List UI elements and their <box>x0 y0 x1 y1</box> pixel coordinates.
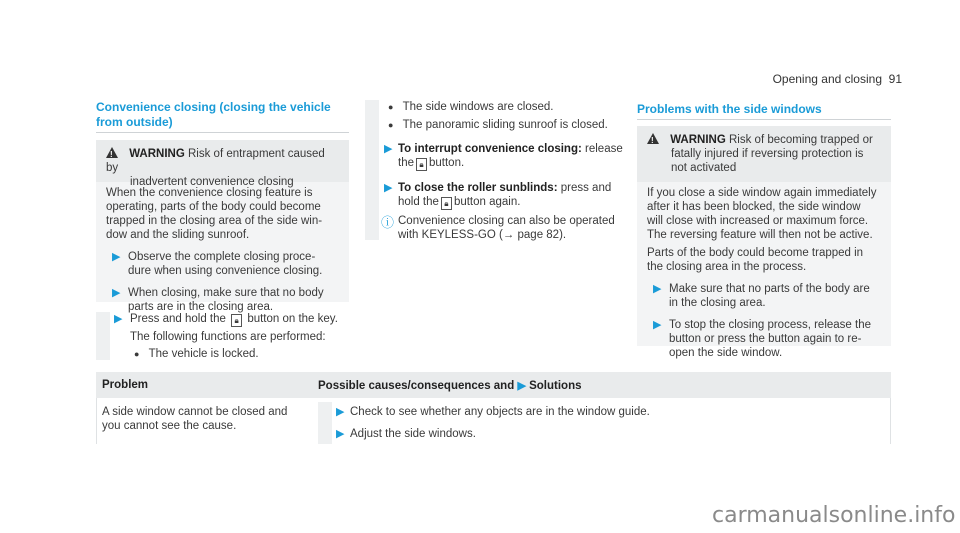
table-border <box>96 398 97 444</box>
body-line: after it has been blocked, the side window <box>647 201 861 213</box>
section-heading-side-windows: Problems with the side windows <box>637 102 822 116</box>
step-text: the <box>398 157 414 169</box>
step-item <box>106 286 339 314</box>
warning-body <box>96 182 349 314</box>
step-bold: To close the roller sunblinds: <box>398 182 558 194</box>
bullet-text: The panoramic sliding sunroof is closed. <box>402 119 608 131</box>
step-arrow-icon: ▶ <box>112 251 121 263</box>
body-line: dow and the sliding sunroof. <box>106 229 250 241</box>
divider <box>637 119 891 120</box>
body-line: When the convenience closing feature is <box>106 187 313 199</box>
step-arrow-icon: ▶ <box>336 406 345 418</box>
page-number: 91 <box>888 72 902 86</box>
step-bold: To interrupt convenience closing: <box>398 143 582 155</box>
step-text: dure when using convenience closing. <box>128 265 323 277</box>
step-text: press and <box>560 182 612 194</box>
step-text: hold the <box>398 196 439 208</box>
info-note <box>381 214 624 242</box>
warning-text: Risk of entrapment caused by <box>106 148 325 174</box>
step-arrow-icon: ▶ <box>384 182 393 194</box>
bullet-text: The vehicle is locked. <box>148 348 259 360</box>
action-text: button on the key. <box>247 313 338 325</box>
running-header-title: Opening and closing <box>772 72 882 86</box>
step-arrow-icon: ▶ <box>336 428 345 440</box>
press-hold-instruction <box>114 312 354 361</box>
body-line: will close with increased or maximum force. <box>647 215 869 227</box>
padlock-key-icon: 🔒︎ <box>441 197 452 210</box>
column-header-problem: Problem <box>102 379 149 391</box>
action-text: Press and hold the <box>130 313 226 325</box>
column-header-text: Solutions <box>529 380 582 392</box>
step-text: Make sure that no parts of the body are <box>669 283 870 295</box>
column-header-solutions <box>318 379 582 392</box>
bullet-item <box>114 347 354 361</box>
info-icon: ⓘ <box>381 215 395 230</box>
warning-header <box>96 140 349 188</box>
warning-header <box>637 126 891 182</box>
warning-triangle-icon <box>106 147 118 158</box>
instruction-bar <box>96 312 110 360</box>
info-text: with KEYLESS-GO (→ page 82). <box>398 229 567 241</box>
step-arrow-icon: ▶ <box>112 287 121 299</box>
table-header <box>96 372 891 398</box>
warning-box <box>637 126 891 359</box>
instruction-bar <box>318 402 332 444</box>
step-item <box>336 427 876 441</box>
step-arrow-icon: ▶ <box>517 380 526 392</box>
step-text: Check to see whether any objects are in the window guide. <box>350 406 650 418</box>
table-cell: you cannot see the cause. <box>102 420 237 432</box>
bullet-text: The side windows are closed. <box>402 101 554 113</box>
warning-body <box>637 182 891 360</box>
step-arrow-icon: ▶ <box>384 143 393 155</box>
warning-text: not activated <box>671 162 737 174</box>
bullet-icon: ● <box>134 349 140 359</box>
padlock-key-icon: 🔒︎ <box>231 314 242 327</box>
body-line: the closing area in the process. <box>647 261 807 273</box>
solutions-cell <box>336 405 876 441</box>
column-header-text: Possible causes/consequences and <box>318 380 515 392</box>
padlock-key-icon: 🔒︎ <box>416 158 427 171</box>
step-text: Observe the complete closing proce- <box>128 251 316 263</box>
step-item <box>384 142 624 171</box>
heading-line: from outside) <box>96 115 173 129</box>
step-text: parts are in the closing area. <box>128 301 274 313</box>
step-item <box>647 282 881 310</box>
step-text: button again. <box>453 196 521 208</box>
step-item <box>106 250 339 278</box>
bullet-icon: ● <box>388 102 394 112</box>
bullet-item <box>384 118 624 132</box>
bullet-item <box>384 100 624 114</box>
warning-text: fatally injured if reversing protection is <box>671 148 864 160</box>
heading-line: Convenience closing (closing the vehicle <box>96 100 331 114</box>
warning-box <box>96 140 349 313</box>
body-line: operating, parts of the body could become <box>106 201 321 213</box>
body-line: The reversing feature will then not be active. <box>647 229 873 241</box>
info-text: Convenience closing can also be operated <box>398 215 615 227</box>
body-line: If you close a side window again immediately <box>647 187 877 199</box>
step-text: open the side window. <box>669 347 783 359</box>
table-border <box>890 398 891 444</box>
step-item <box>384 181 624 210</box>
step-text: button. <box>429 157 465 169</box>
warning-text: Risk of becoming trapped or <box>729 134 873 146</box>
warning-label: WARNING <box>129 148 185 160</box>
body-line: trapped in the closing area of the side win- <box>106 215 323 227</box>
warning-text: inadvertent convenience closing <box>130 176 294 188</box>
step-text: button or press the button again to re- <box>669 333 862 345</box>
table-cell: A side window cannot be closed and <box>102 406 288 418</box>
table-row <box>102 405 287 433</box>
body-line: Parts of the body could become trapped in <box>647 247 864 259</box>
step-arrow-icon: ▶ <box>114 313 123 325</box>
continued-functions <box>381 100 624 242</box>
step-text: in the closing area. <box>669 297 766 309</box>
bullet-icon: ● <box>388 120 394 130</box>
step-text: Adjust the side windows. <box>350 428 476 440</box>
watermark-text: carmanualsonline.info <box>712 503 956 528</box>
section-heading-convenience-closing <box>96 100 331 130</box>
warning-triangle-icon <box>647 133 659 144</box>
step-item <box>336 405 876 419</box>
warning-label: WARNING <box>670 134 726 146</box>
divider <box>96 132 349 133</box>
following-text: The following functions are performed: <box>130 331 326 343</box>
instruction-bar <box>365 100 379 240</box>
step-arrow-icon: ▶ <box>653 283 662 295</box>
step-arrow-icon: ▶ <box>653 319 662 331</box>
step-text: To stop the closing process, release the <box>669 319 872 331</box>
step-text: release <box>585 143 623 155</box>
step-item <box>647 318 881 360</box>
step-text: When closing, make sure that no body <box>128 287 324 299</box>
